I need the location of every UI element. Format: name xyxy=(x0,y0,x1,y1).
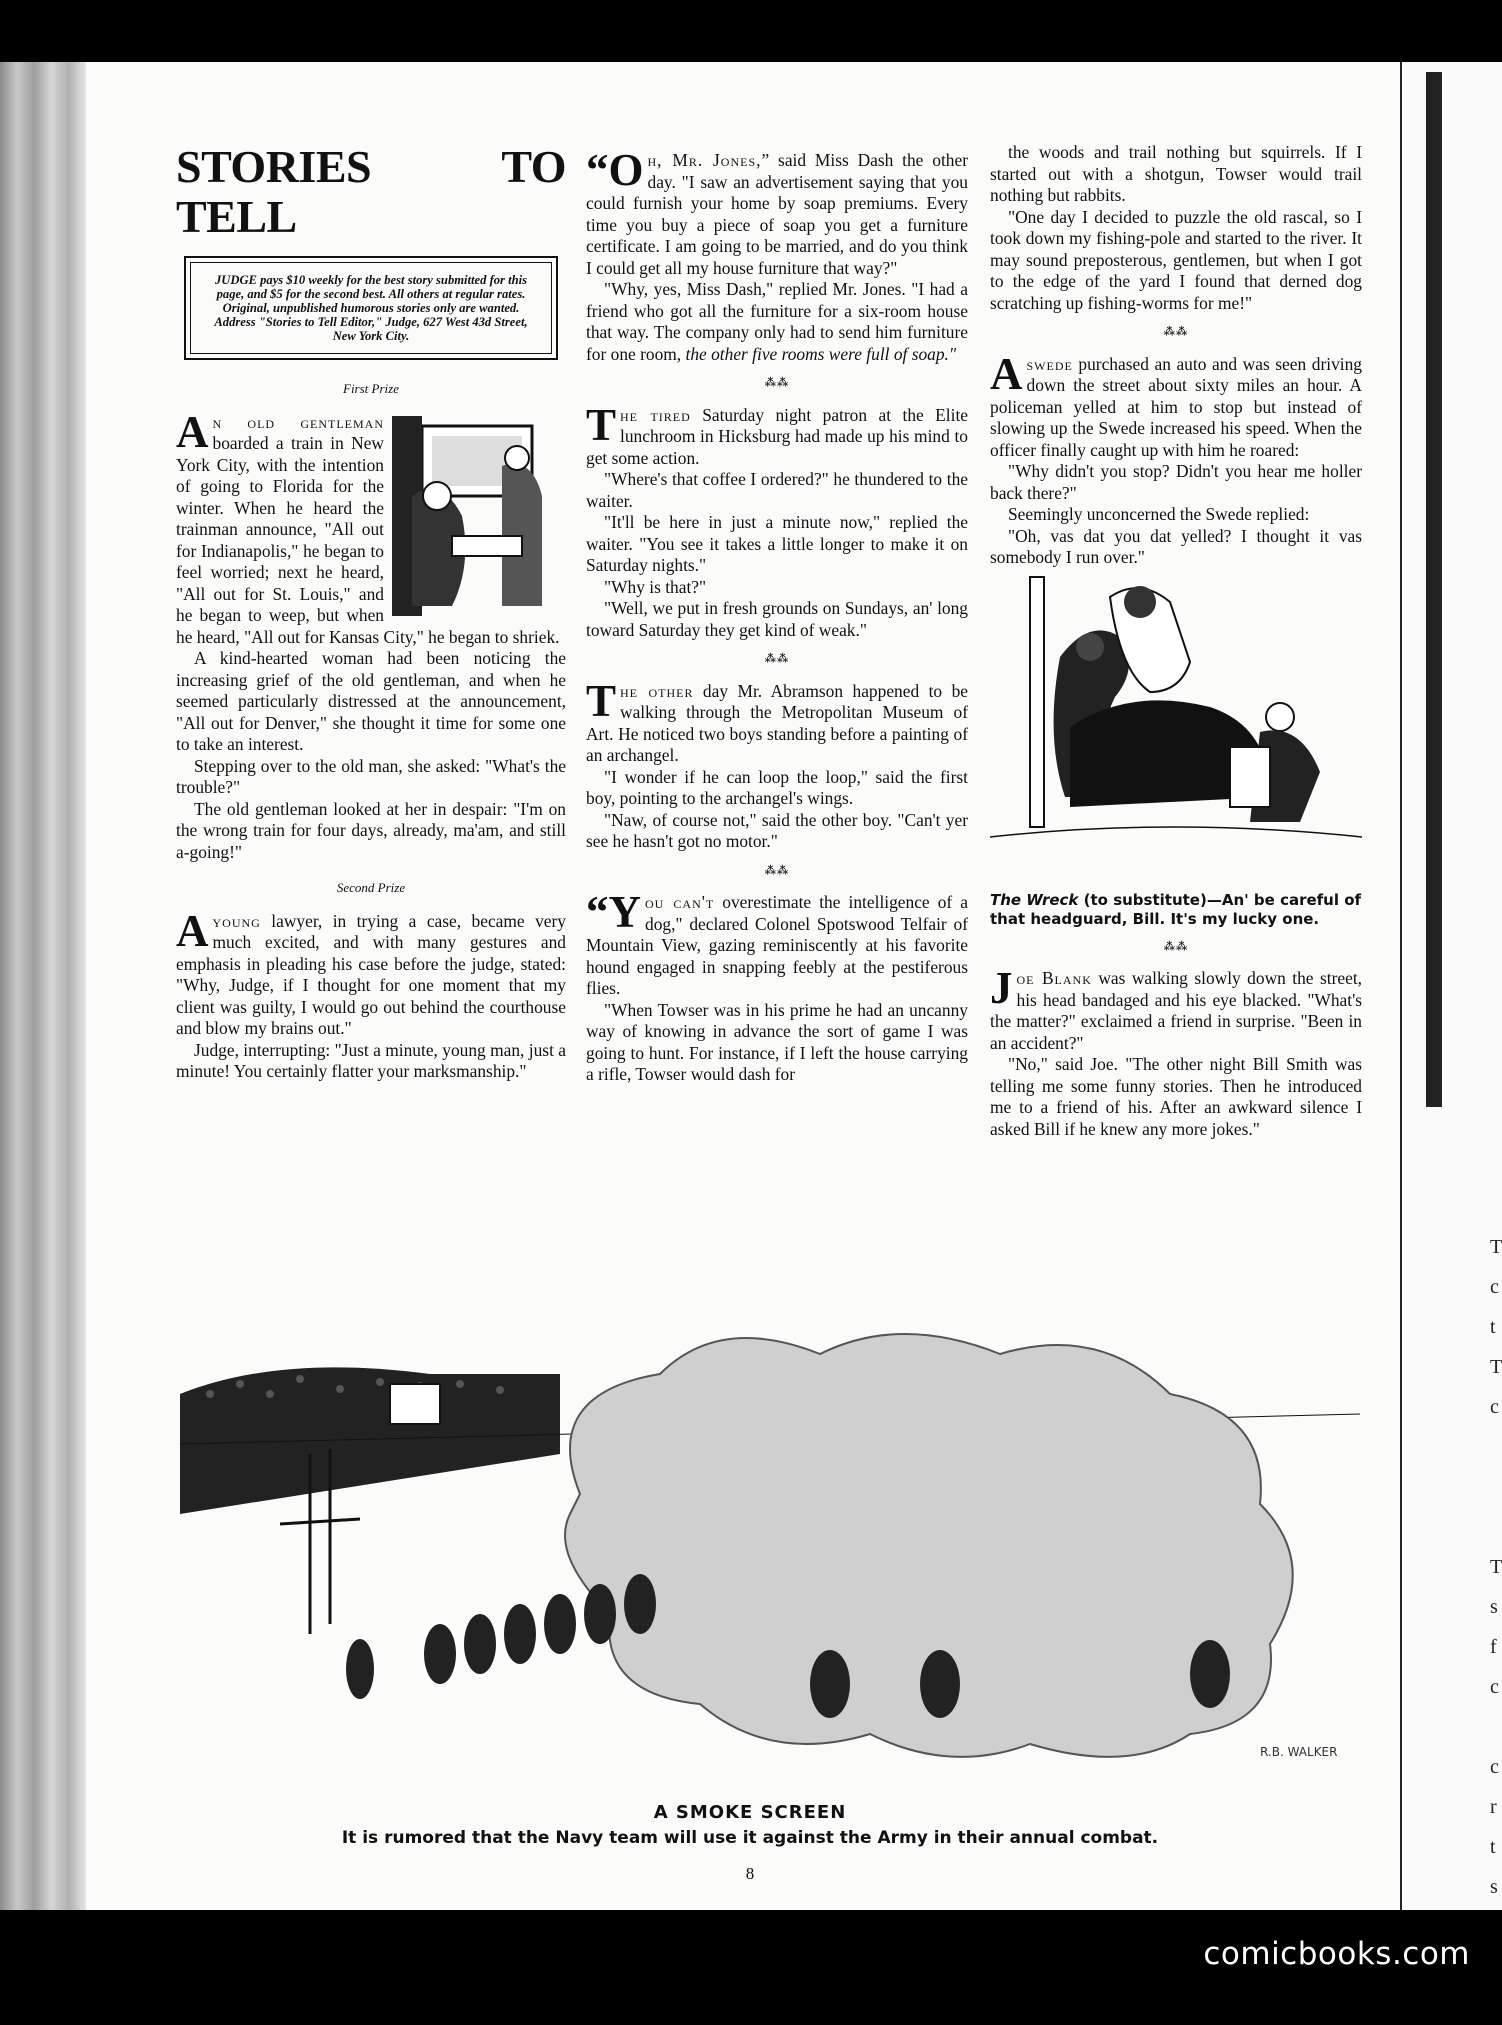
lead-in: ou can't xyxy=(645,892,715,912)
edge-letter: T xyxy=(1490,1236,1502,1258)
page-title: STORIES TO TELL xyxy=(176,141,566,242)
first-prize-label: First Prize xyxy=(343,381,399,396)
paragraph-text: the woods and trail nothing but squirrels. If I started out with a shotgun, Towser would trail nothing but rabbits. xyxy=(990,142,1362,205)
paragraph-text: "Well, we put in fresh grounds on Sundays, an' long toward Saturday they get kind of weak." xyxy=(586,598,968,640)
story-archangel xyxy=(586,675,968,853)
story-first-prize xyxy=(176,406,566,864)
story-paragraph xyxy=(990,963,1362,1054)
story-second-prize xyxy=(176,905,566,1083)
site-watermark: comicbooks.com xyxy=(1203,1936,1470,1972)
paragraph-text: "Why is that?" xyxy=(604,576,707,597)
story-towser-continued xyxy=(990,142,1362,314)
next-page-edge xyxy=(1400,62,1502,1910)
story-paragraph xyxy=(990,348,1362,462)
paragraph-text: "Oh, vas dat you dat yelled? I thought it vas somebody I run over." xyxy=(990,525,1362,567)
story-paragraph xyxy=(586,577,968,599)
paragraph-text: Saturday night patron at the Elite lunchroom in Hicksburg had made up his mind to get some action. xyxy=(586,404,969,468)
lead-in: he tired xyxy=(620,404,691,425)
book-spine xyxy=(0,62,86,1910)
separator-stars: ⁂⁂ xyxy=(1163,940,1189,953)
story-paragraph xyxy=(176,905,566,1040)
drop-cap: T xyxy=(586,399,617,450)
next-page-border xyxy=(1426,72,1442,1107)
story-coffee xyxy=(586,399,969,642)
edge-letter: s xyxy=(1490,1596,1498,1618)
story-paragraph xyxy=(586,887,969,1000)
story-paragraph xyxy=(586,767,968,810)
lead-in: swede xyxy=(1026,353,1073,374)
story-paragraph xyxy=(990,1054,1362,1140)
separator-stars: ⁂⁂ xyxy=(764,653,790,665)
magazine-page xyxy=(0,62,1502,1910)
drop-cap: T xyxy=(586,675,617,726)
lead-in: young xyxy=(212,910,261,931)
paragraph-text: "No," said Joe. "The other night Bill Smith was telling me some funny stories. Then he introduced me to a friend of his. After an awkward silence I asked Bill if he knew any more jokes." xyxy=(990,1054,1362,1139)
story-swede xyxy=(990,348,1362,569)
edge-letter: r xyxy=(1490,1796,1497,1818)
story-paragraph xyxy=(990,207,1362,315)
story-paragraph xyxy=(586,399,969,470)
story-paragraph xyxy=(990,142,1362,207)
paragraph-text: Seemingly unconcerned the Swede replied: xyxy=(1008,504,1310,524)
wreck-illustration xyxy=(990,577,1362,883)
story-paragraph xyxy=(586,1000,968,1086)
story-paragraph xyxy=(586,675,968,767)
paragraph-text: was walking slowly down the street, his head bandaged and his eye blacked. "What's the matter?" exclaimed a friend in surprise. "Been in an accident?" xyxy=(990,968,1362,1053)
edge-letter: c xyxy=(1490,1396,1499,1418)
story-joe-blank xyxy=(990,963,1362,1140)
story-soap xyxy=(586,145,968,365)
drop-cap: “O xyxy=(586,145,644,195)
edge-letter: c xyxy=(1490,1676,1499,1698)
paragraph-text: day Mr. Abramson happened to be walking through the Metropolitan Museum of Art. He noticed two boys standing before a painting of an archangel. xyxy=(586,680,968,765)
story-paragraph xyxy=(586,810,968,853)
story-paragraph xyxy=(990,504,1362,526)
wreck-caption xyxy=(990,891,1362,929)
paragraph-text: The old gentleman looked at her in despair: "I'm on the wrong train for four days, already, ma'am, and still a-going!" xyxy=(176,798,566,862)
edge-letter: t xyxy=(1490,1316,1496,1338)
paragraph-text: lawyer, in trying a case, became very much excited, and with many gestures and emphasis in pleading his case before the judge, stated: "Why, Judge, if I thought for one moment that my client was guilty, I would go out behind the courthouse and blow my brains out." xyxy=(176,910,566,1038)
edge-letter: c xyxy=(1490,1276,1499,1298)
story-paragraph xyxy=(176,1040,566,1083)
paragraph-text: "Why didn't you stop? Didn't you hear me holler back there?" xyxy=(990,461,1362,503)
story-paragraph xyxy=(586,598,968,641)
contest-notice xyxy=(184,256,558,360)
story-paragraph xyxy=(586,512,968,577)
lead-in: he other xyxy=(620,680,694,701)
edge-letter: T xyxy=(1490,1356,1502,1378)
paragraph-text: "I wonder if he can loop the loop," said the first boy, pointing to the archangel's wings. xyxy=(586,766,968,808)
column-2 xyxy=(586,145,969,1086)
edge-letter: T xyxy=(1490,1556,1502,1578)
separator-stars: ⁂⁂ xyxy=(1163,326,1189,338)
lead-in: n old gentleman xyxy=(212,411,384,432)
next-page-letters xyxy=(1490,1227,1502,1907)
wreck-caption-text: (to substitute)—An' be careful of that headguard, Bill. It's my lucky one. xyxy=(990,890,1362,928)
drop-cap: A xyxy=(990,348,1023,399)
paragraph-text: "Where's that coffee I ordered?" he thundered to the waiter. xyxy=(586,469,968,511)
drop-cap: A xyxy=(176,905,209,956)
drop-cap: A xyxy=(176,406,209,457)
edge-letter xyxy=(1490,1427,1502,1467)
story-paragraph xyxy=(586,469,968,512)
paragraph-text: the other five rooms were full of soap." xyxy=(685,343,957,364)
cartoon-subtitle: It is rumored that the Navy team will use it against the Army in their annual combat. xyxy=(341,1828,1159,1848)
smoke-screen-illustration xyxy=(180,1324,1360,1774)
paragraph-text: ” said Miss Dash the other day. "I saw an advertisement saying that you could furnish your home by soap premiums. Every time you buy a piece of soap you get a furniture certificate. I am going to be married, and do you think I could get all my house furniture that way?" xyxy=(586,150,968,278)
paragraph-text: "Why, yes, Miss Dash," replied Mr. Jones. "I had a friend who got all the furniture for a six-room house that way. The company only had to send him furniture for one room, xyxy=(586,279,968,364)
artist-signature: R.B. WALKER xyxy=(1260,1745,1338,1759)
train-illustration xyxy=(392,416,568,616)
separator-stars: ⁂⁂ xyxy=(764,864,790,877)
story-paragraph xyxy=(990,526,1362,569)
second-prize-label: Second Prize xyxy=(336,880,406,895)
story-paragraph xyxy=(176,648,566,756)
paragraph-text: A kind-hearted woman had been noticing the increasing grief of the old gentleman, and when he seemed particularly distressed at the announcement, "All out for Denver," she thought it time for some one to take an interest. xyxy=(176,648,566,754)
separator-stars: ⁂⁂ xyxy=(764,377,790,389)
story-paragraph xyxy=(586,145,968,279)
lead-in: h, Mr. Jones, xyxy=(647,150,762,170)
paragraph-text: Judge, interrupting: "Just a minute, young man, just a minute! You certainly flatter your marksmanship." xyxy=(176,1039,566,1081)
drop-cap: “Y xyxy=(586,887,641,937)
paragraph-text: "It'll be here in just a minute now," replied the waiter. "You see it takes a little longer to make it on Saturday nights." xyxy=(586,512,968,575)
story-paragraph xyxy=(176,799,566,864)
paragraph-text: purchased an auto and was seen driving down the street about sixty miles an hour. A policeman yelled at him to stop but instead of slowing up the Swede increased his speed. When the officer finally caught up with him he roared: xyxy=(990,353,1362,460)
paragraph-text: overestimate the intelligence of a dog," declared Colonel Spotswood Telfair of Mountain View, gazing reminiscently at his favorite hound engaged in snapping feebly at the pestiferous flies. xyxy=(586,892,969,998)
paragraph-text: "Naw, of course not," said the other boy. "Can't yer see he hasn't got no motor." xyxy=(586,809,968,851)
edge-letter: c xyxy=(1490,1756,1499,1778)
edge-letter: t xyxy=(1490,1836,1496,1858)
edge-letter: f xyxy=(1490,1636,1497,1658)
cartoon-title: A SMOKE SCREEN xyxy=(653,1802,847,1823)
story-paragraph xyxy=(176,756,566,799)
edge-letter xyxy=(1490,1707,1502,1747)
story-paragraph xyxy=(990,461,1362,504)
notice-text: JUDGE pays $10 weekly for the best story submitted for this page, and $5 for the second best. All others at regular rates. Original, unpublished humorous stories only are wanted. Address "Stories to Tell Editor," Judge, 627 West 43d Street, New York City. xyxy=(190,262,552,354)
paragraph-text: Stepping over to the old man, she asked: "What's the trouble?" xyxy=(176,755,566,797)
edge-letter: s xyxy=(1490,1876,1498,1898)
lead-in: oe Blank xyxy=(1016,968,1092,988)
drop-cap: J xyxy=(990,963,1013,1013)
page-number: 8 xyxy=(745,1864,755,1883)
paragraph-text: "When Towser was in his prime he had an uncanny way of knowing in advance the sort of game I was going to hunt. For instance, if I left the house carrying a rifle, Towser would dash for xyxy=(586,999,968,1084)
story-paragraph xyxy=(586,279,968,365)
column-1 xyxy=(176,142,566,1083)
paragraph-text: "One day I decided to puzzle the old rascal, so I took down my fishing-pole and started to the river. It may sound preposterous, gentlemen, but when I got to the edge of the yard I found that derned dog scratching up fishing-worms for me!" xyxy=(990,206,1362,313)
edge-letter xyxy=(1490,1507,1502,1547)
paragraph-text: boarded a train in New York City, with the intention of going to Florida for the winter. When he heard the trainman announce, "All out for Indianapolis," he began to feel worried; next he heard, "All out for St. Louis," and he began to weep, but when he heard, "All out for Kansas City," he began to shriek. xyxy=(176,433,560,647)
edge-letter xyxy=(1490,1467,1502,1507)
wreck-caption-label: The Wreck xyxy=(990,890,1079,909)
story-towser xyxy=(586,887,969,1086)
story-paragraph xyxy=(176,406,566,649)
column-3 xyxy=(990,142,1362,1140)
